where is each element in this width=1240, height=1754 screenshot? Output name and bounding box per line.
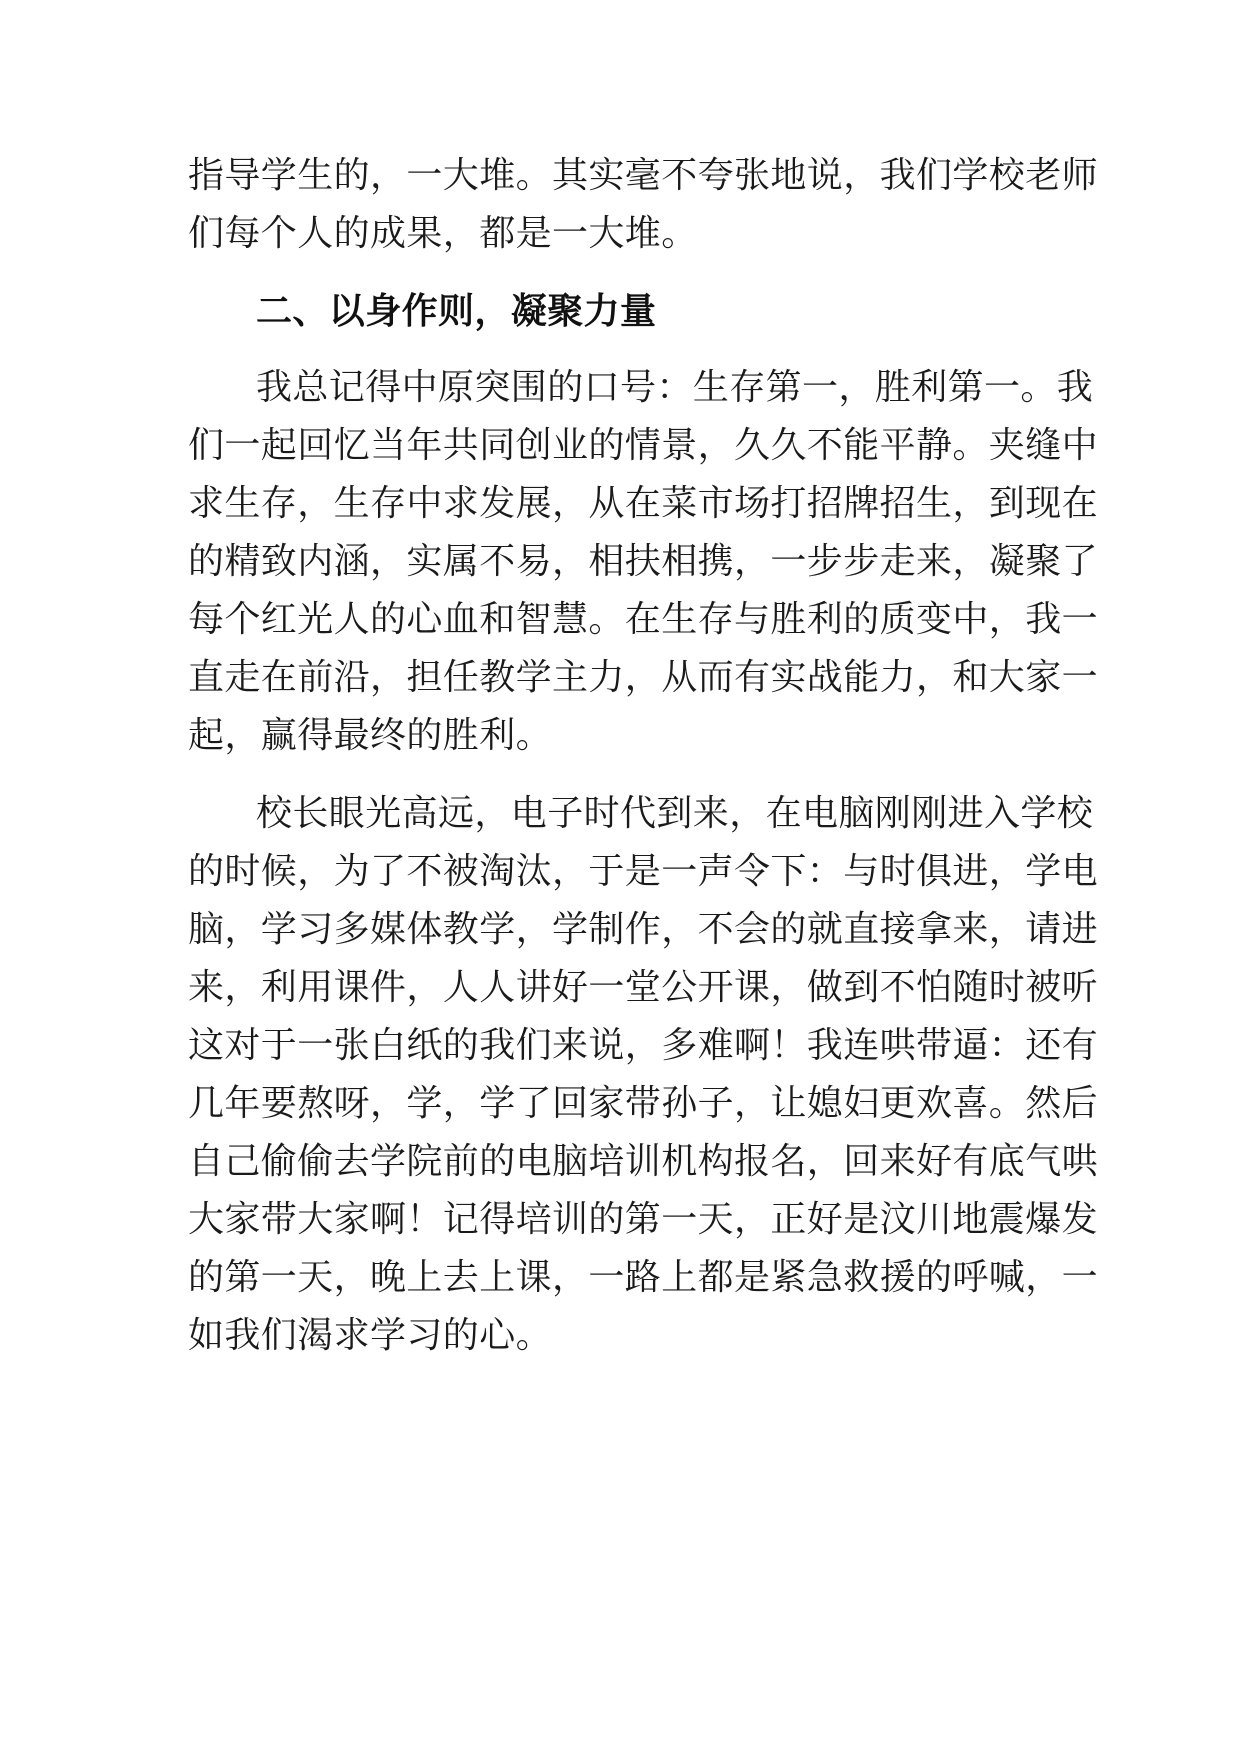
paragraph-1-line-3: 求生存，生存中求发展，从在菜市场打招牌招生，到现在: [188, 483, 1099, 524]
paragraph-2-line-3: 脑，学习多媒体教学，学制作，不会的就直接拿来，请进: [188, 909, 1099, 950]
paragraph-1-line-4: 的精致内涵，实属不易，相扶相携，一步步走来，凝聚了: [188, 541, 1099, 582]
paragraph-1-line-6: 直走在前沿，担任教学主力，从而有实战能力，和大家一: [188, 657, 1099, 698]
paragraph-0-line-2: 们每个人的成果，都是一大堆。: [188, 213, 698, 254]
paragraph-2-line-6: 几年要熬呀，学，学了回家带孙子，让媳妇更欢喜。然后: [188, 1083, 1099, 1124]
paragraph-2-line-1: 校长眼光高远，电子时代到来，在电脑刚刚进入学校: [256, 793, 1094, 834]
paragraph-0-line-1: 指导学生的，一大堆。其实毫不夸张地说，我们学校老师: [188, 155, 1099, 196]
paragraph-2-line-10: 如我们渴求学习的心。: [188, 1315, 553, 1356]
paragraph-1-line-7: 起，赢得最终的胜利。: [188, 715, 553, 756]
section-heading: 二、以身作则，凝聚力量: [256, 291, 657, 332]
paragraph-1-line-1: 我总记得中原突围的口号：生存第一，胜利第一。我: [256, 367, 1094, 408]
paragraph-2-line-5: 这对于一张白纸的我们来说，多难啊！我连哄带逼：还有: [188, 1025, 1099, 1066]
paragraph-2-line-4: 来，利用课件，人人讲好一堂公开课，做到不怕随时被听: [188, 967, 1099, 1008]
paragraph-2-line-8: 大家带大家啊！记得培训的第一天，正好是汶川地震爆发: [188, 1199, 1099, 1240]
paragraph-2-line-2: 的时候，为了不被淘汰，于是一声令下：与时俱进，学电: [188, 851, 1099, 892]
paragraph-1-line-5: 每个红光人的心血和智慧。在生存与胜利的质变中，我一: [188, 599, 1099, 640]
paragraph-2-line-7: 自己偷偷去学院前的电脑培训机构报名，回来好有底气哄: [188, 1141, 1099, 1182]
paragraph-1-line-2: 们一起回忆当年共同创业的情景，久久不能平静。夹缝中: [188, 425, 1099, 466]
paragraph-2-line-9: 的第一天，晚上去上课，一路上都是紧急救援的呼喊，一: [188, 1257, 1099, 1298]
